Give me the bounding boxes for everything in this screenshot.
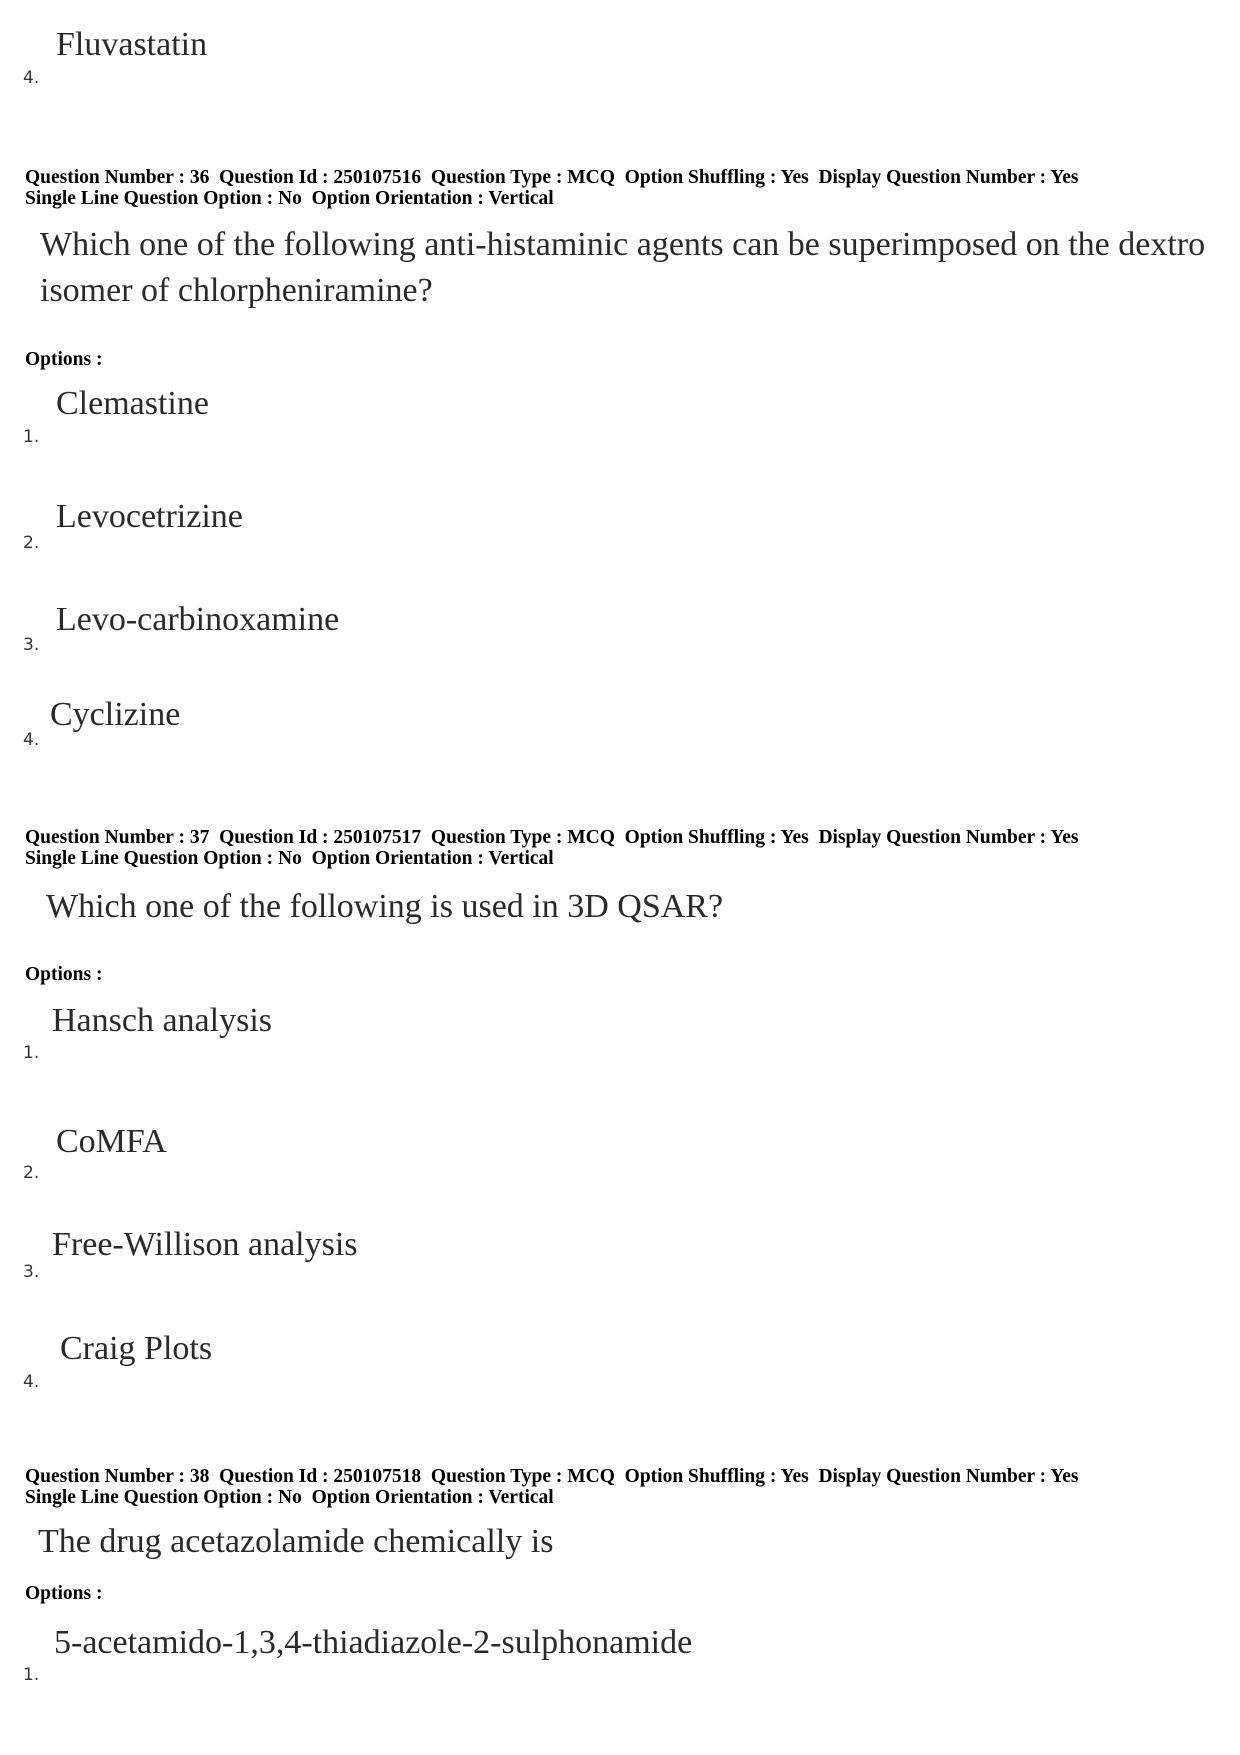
option-text: Fluvastatin <box>56 26 208 63</box>
option-number: 3. <box>23 1262 40 1282</box>
option-number: 1. <box>23 1665 40 1685</box>
option-text: Levocetrizine <box>56 498 243 535</box>
option-text: Free-Willison analysis <box>52 1226 358 1263</box>
option-text: Clemastine <box>56 385 209 422</box>
option-number: 3. <box>23 635 40 655</box>
question-meta: Question Number : 38 Question Id : 250107518 Question Type : MCQ Option Shuffling : Yes Display Question Number : Yes Single Line Question Option : No Option Orientation : Vertical <box>25 1466 1079 1508</box>
question-text: Which one of the following anti-histaminic agents can be superimposed on the dextro isomer of chlorpheniramine? <box>40 226 1206 309</box>
question-meta: Question Number : 37 Question Id : 250107517 Question Type : MCQ Option Shuffling : Yes Display Question Number : Yes Single Line Question Option : No Option Orientation : Vertical <box>25 827 1079 869</box>
option-text: Craig Plots <box>60 1330 213 1367</box>
option-text: CoMFA <box>56 1123 167 1160</box>
option-number: 1. <box>23 427 40 447</box>
question-text: Which one of the following is used in 3D QSAR? <box>46 888 724 925</box>
option-number: 1. <box>23 1043 40 1063</box>
option-number: 2. <box>23 533 40 553</box>
option-number: 4. <box>23 730 40 750</box>
options-label: Options : <box>25 1583 103 1604</box>
option-text: Hansch analysis <box>52 1002 273 1039</box>
options-label: Options : <box>25 349 103 370</box>
option-text: Cyclizine <box>50 696 181 733</box>
question-text: The drug acetazolamide chemically is <box>38 1523 554 1560</box>
option-text: 5-acetamido-1,3,4-thiadiazole-2-sulphonamide <box>54 1624 693 1661</box>
option-number: 4. <box>23 68 40 88</box>
option-text: Levo-carbinoxamine <box>56 601 340 638</box>
option-number: 2. <box>23 1163 40 1183</box>
option-number: 4. <box>23 1372 40 1392</box>
question-meta: Question Number : 36 Question Id : 250107516 Question Type : MCQ Option Shuffling : Yes Display Question Number : Yes Single Line Question Option : No Option Orientation : Vertical <box>25 167 1079 209</box>
options-label: Options : <box>25 964 103 985</box>
